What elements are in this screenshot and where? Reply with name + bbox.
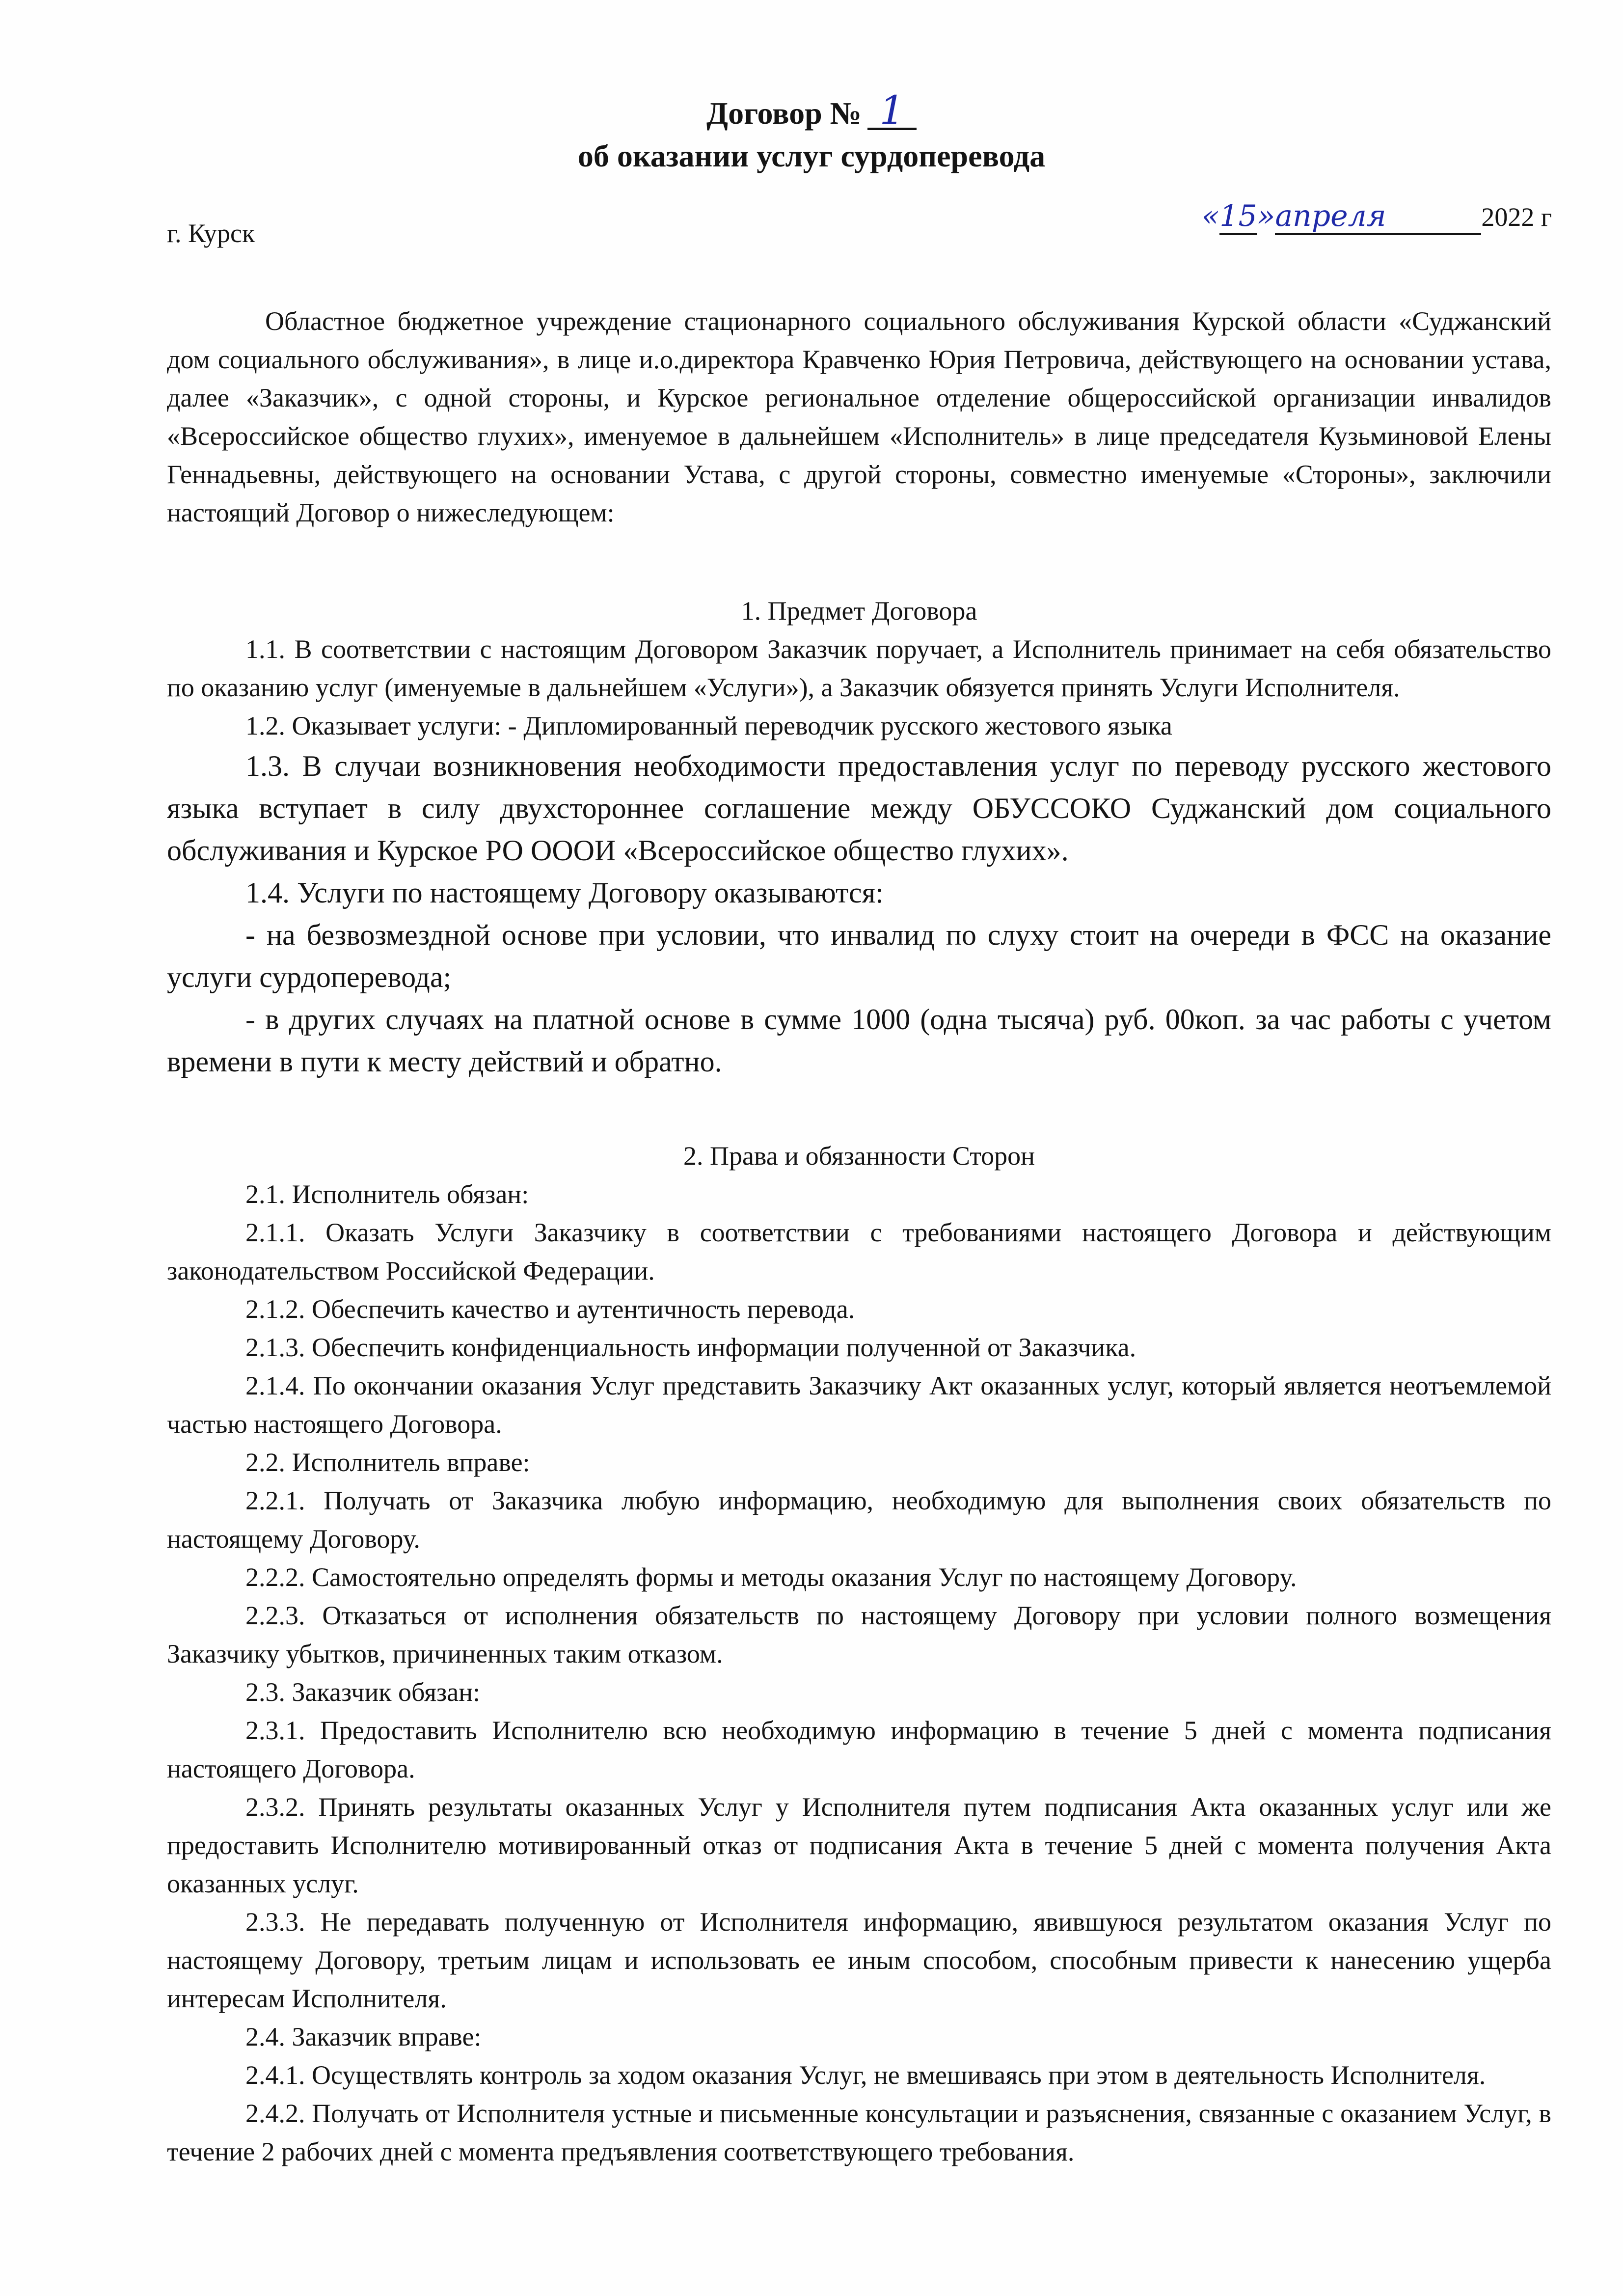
clause-2-4-1: 2.4.1. Осуществлять контроль за ходом оказания Услуг, не вмешиваясь при этом в деятельность Исполнителя. [245,2060,1486,2090]
document-title [0,87,1623,133]
clause-2-2: 2.2. Исполнитель вправе: [245,1448,530,1477]
clause-1-1: 1.1. В соответствии с настоящим Договором Заказчик поручает, а Исполнитель принимает на себя обязательство по оказанию услуг (именуемые в дальнейшем «Услуги»), а Заказчик обязуется принять Услуги Исполнителя. [167,634,1551,702]
contract-date [1202,199,1552,235]
clause-1-4-free: - на безвозмездной основе при условии, что инвалид по слуху стоит на очереди в ФСС на оказание услуги сурдоперевода; [167,919,1551,993]
section-2 [167,1137,1551,2171]
date-year: 2022 г [1481,202,1552,232]
clause-1-4: 1.4. Услуги по настоящему Договору оказываются: [245,876,884,909]
clause-2-4: 2.4. Заказчик вправе: [245,2022,482,2051]
clause-2-1-4: 2.1.4. По окончании оказания Услуг представить Заказчику Акт оказанных услуг, который является неотъемлемой частью настоящего Договора. [167,1371,1551,1439]
city-label: г. Курск [167,219,255,248]
document-subtitle: об оказании услуг сурдоперевода [577,138,1046,173]
clause-1-4-paid: - в других случаях на платной основе в сумме 1000 (одна тысяча) руб. 00коп. за час работы с учетом времени в пути к месту действий и обратно. [167,1003,1551,1078]
date-month-handwritten: апреля [1275,199,1481,235]
clause-1-3: 1.3. В случаи возникновения необходимости предоставления услуг по переводу русского жестового языка вступает в силу двухстороннее соглашение между ОБУССОКО Суджанский дом социального обслуживания и Курское РО ОООИ «Всероссийское общество глухих». [167,750,1551,867]
clause-2-1-1: 2.1.1. Оказать Услуги Заказчику в соответствии с требованиями настоящего Договора и действующим законодательством Российской Федерации. [167,1218,1551,1285]
clause-2-1-3: 2.1.3. Обеспечить конфиденциальность информации полученной от Заказчика. [245,1333,1136,1362]
clause-2-4-2: 2.4.2. Получать от Исполнителя устные и письменные консультации и разъяснения, связанные с оказанием Услуг, в течение 2 рабочих дней с момента предъявления соответствующего требования. [167,2099,1551,2166]
preamble-block [167,302,1551,532]
clause-2-1-2: 2.1.2. Обеспечить качество и аутентичность перевода. [245,1294,855,1324]
contract-number-handwritten: 1 [867,93,917,130]
clause-2-3: 2.3. Заказчик обязан: [245,1677,481,1707]
section-2-heading: 2. Права и обязанности Сторон [683,1141,1035,1171]
clause-1-2: 1.2. Оказывает услуги: - Дипломированный переводчик русского жестового языка [245,711,1172,740]
clause-2-3-2: 2.3.2. Принять результаты оказанных Услуг у Исполнителя путем подписания Акта оказанных услуг или же предоставить Исполнителю мотивированный отказ от подписания Акта в течение 5 дней с момента получения Акта оказанных услуг. [167,1792,1551,1898]
clause-2-3-1: 2.3.1. Предоставить Исполнителю всю необходимую информацию в течение 5 дней с момента подписания настоящего Договора. [167,1716,1551,1783]
date-open-quote: « [1201,199,1220,233]
clause-2-2-2: 2.2.2. Самостоятельно определять формы и методы оказания Услуг по настоящему Договору. [245,1562,1297,1592]
clause-2-3-3: 2.3.3. Не передавать полученную от Исполнителя информацию, явившуюся результатом оказания Услуг по настоящему Договору, третьим лицам и использовать ее иным способом, способным привести к нанесению ущерба интересам Исполнителя. [167,1907,1551,2013]
clause-2-1: 2.1. Исполнитель обязан: [245,1179,529,1209]
date-day-handwritten: 15 [1219,199,1257,235]
section-1-heading: 1. Предмет Договора [741,596,977,626]
clause-2-2-1: 2.2.1. Получать от Заказчика любую информацию, необходимую для выполнения своих обязательств по настоящему Договору. [167,1486,1551,1554]
preamble-paragraph: Областное бюджетное учреждение стационарного социального обслуживания Курской области «Суджанский дом социального обслуживания», в лице и.о.директора Кравченко Юрия Петровича, действующего на основании устава, далее «Заказчик», с одной стороны, и Курское региональное отделение общероссийской организации инвалидов «Всероссийское общество глухих», именуемое в дальнейшем «Исполнитель» в лице председателя Кузьминовой Елены Геннадьевны, действующего на основании Устава, с другой стороны, совместно именуемые «Стороны», заключили настоящий Договор о нижеследующем: [167,306,1551,527]
section-1 [167,592,1551,1083]
date-close-quote: » [1257,199,1275,233]
title-prefix: Договор № [706,96,862,131]
clause-2-2-3: 2.2.3. Отказаться от исполнения обязательств по настоящему Договору при условии полного возмещения Заказчику убытков, причиненных таким отказом. [167,1601,1551,1668]
